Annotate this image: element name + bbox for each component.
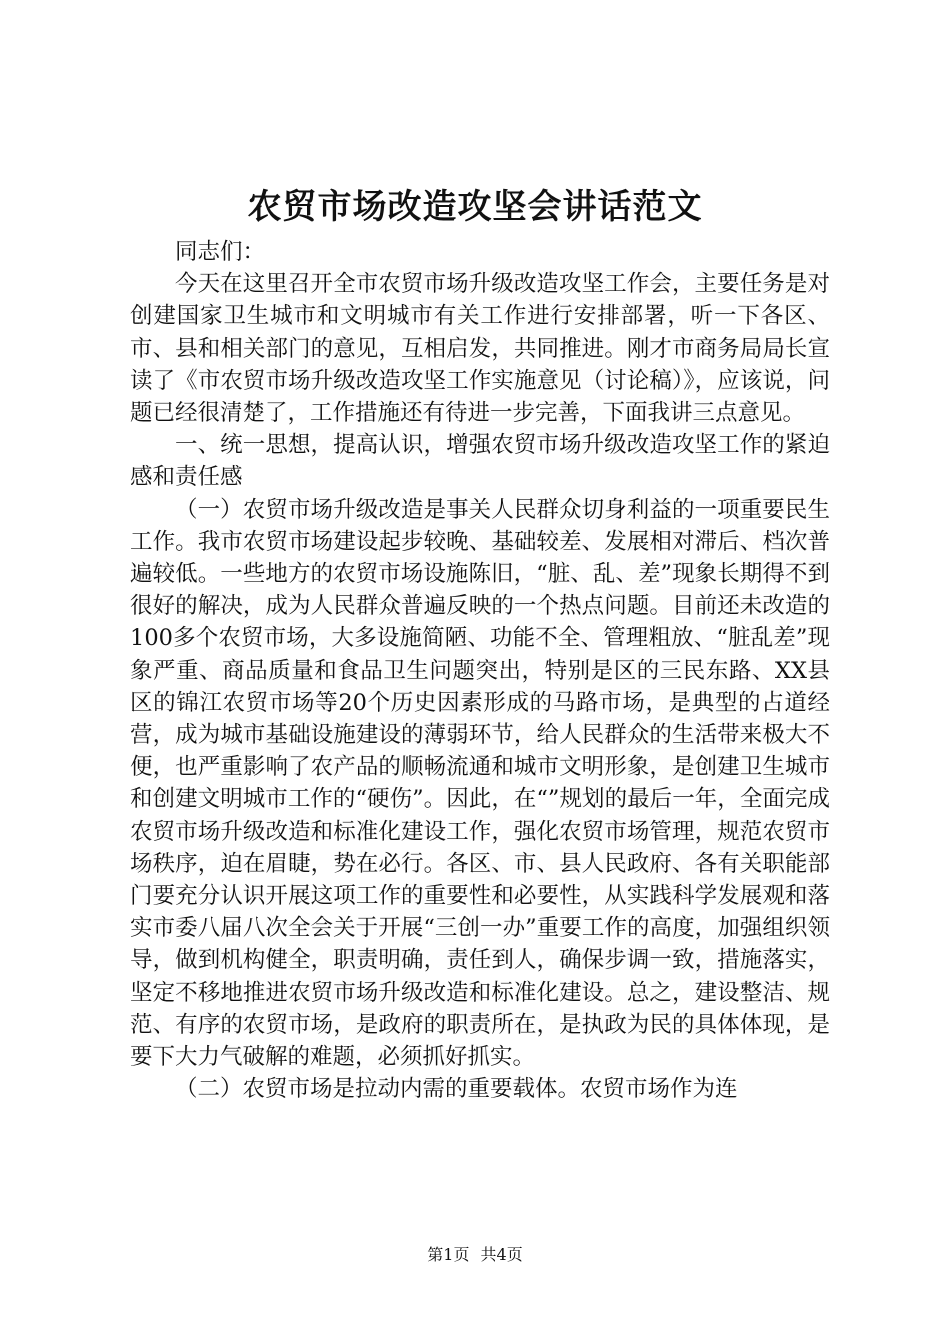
paragraph-point-2: （二）农贸市场是拉动内需的重要载体。农贸市场作为连 — [175, 1076, 738, 1103]
paragraph-intro: 今天在这里召开全市农贸市场升级改造攻坚工作会，主要任务是对创建国家卫生城市和文明城市有关工作进行安排部署，听一下各区、市、县和相关部门的意见，互相启发，共同推进。刚才市商务局局长宣读了《市农贸市场升级改造攻坚工作实施意见（讨论稿）》，应该说，问题已经很清楚了，工作措施还有待进一步完善，下面我讲三点意见。 — [130, 271, 830, 427]
paragraph-salutation: 同志们： — [175, 239, 266, 265]
page-total: 共4页 — [480, 1245, 523, 1264]
section-heading-1: 一、统一思想，提高认识，增强农贸市场升级改造攻坚工作的紧迫感和责任感 — [130, 432, 830, 491]
paragraph-point-1: （一）农贸市场升级改造是事关人民群众切身利益的一项重要民生工作。我市农贸市场建设起步较晚、基础较差、发展相对滞后、档次普遍较低。一些地方的农贸市场设施陈旧，“脏、乱、差”现象长期得不到很好的解决，成为人民群众普遍反映的一个热点问题。目前还未改造的100多个农贸市场，大多设施简陋、功能不全、管理粗放、“脏乱差”现象严重、商品质量和食品卫生问题突出，特别是区的三民东路、XX县区的锦江农贸市场等20个历史因素形成的马路市场，是典型的占道经营，成为城市基础设施建设的薄弱环节，给人民群众的生活带来极大不便，也严重影响了农产品的顺畅流通和城市文明形象，是创建卫生城市和创建文明城市工作的“硬伤”。因此，在“”规划的最后一年，全面完成农贸市场升级改造和标准化建设工作，强化农贸市场管理，规范农贸市场秩序，迫在眉睫，势在必行。各区、市、县人民政府、各有关职能部门要充分认识开展这项工作的重要性和必要性，从实践科学发展观和落实市委八届八次全会关于开展“三创一办”重要工作的高度，加强组织领导，做到机构健全，职责明确，责任到人，确保步调一致，措施落实，坚定不移地推进农贸市场升级改造和标准化建设。总之，建设整洁、规范、有序的农贸市场，是政府的职责所在，是执政为民的具体体现，是要下大力气破解的难题，必须抓好抓实。 — [130, 496, 830, 1071]
document-title: 农贸市场改造攻坚会讲话范文 — [247, 187, 703, 227]
document-body — [130, 236, 830, 1105]
page-footer — [0, 1244, 950, 1266]
page-number: 第1页 — [427, 1245, 470, 1264]
